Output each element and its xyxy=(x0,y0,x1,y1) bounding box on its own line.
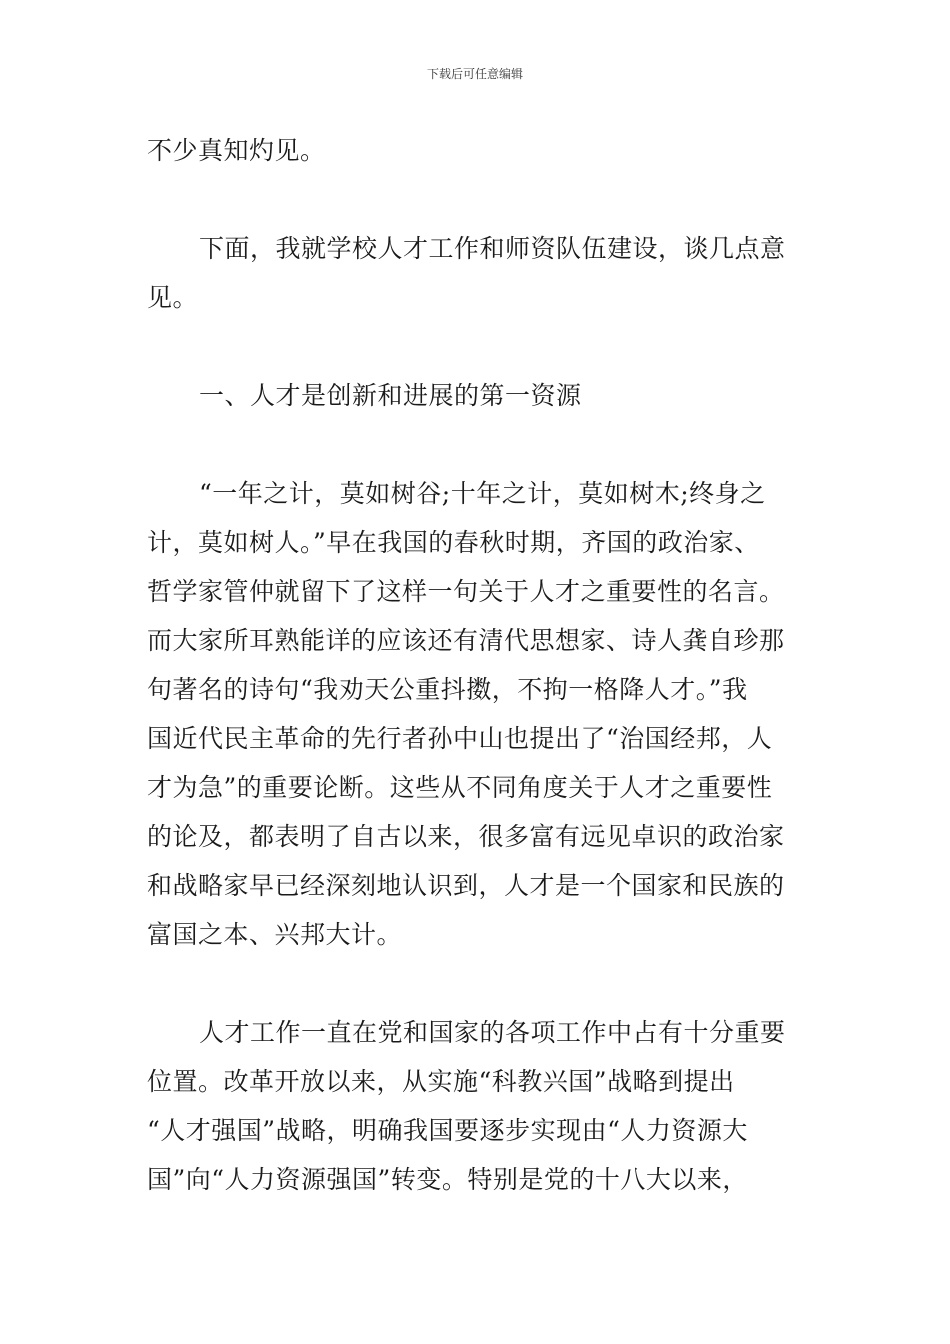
document-body xyxy=(147,126,807,1204)
text-line: 见。 xyxy=(147,283,199,312)
text-line: 国”向“人力资源强国”转变。特别是党的十八大以来， xyxy=(147,1165,748,1194)
text-line: 句著名的诗句“我劝天公重抖擞，不拘一格降人才。”我 xyxy=(147,675,748,704)
text-line: 国近代民主革命的先行者孙中山也提出了“治国经邦，人 xyxy=(147,724,773,753)
paragraph-2 xyxy=(147,224,807,322)
text-line: 而大家所耳熟能详的应该还有清代思想家、诗人龚自珍那 xyxy=(147,626,785,655)
section-heading xyxy=(147,371,807,420)
text-line: 计，莫如树人。”早在我国的春秋时期，齐国的政治家、 xyxy=(147,528,760,557)
text-line: 人才工作一直在党和国家的各项工作中占有十分重要 xyxy=(199,1018,786,1047)
text-line: 哲学家管仲就留下了这样一句关于人才之重要性的名言。 xyxy=(147,577,785,606)
paragraph-gap xyxy=(147,322,807,371)
paragraph-gap xyxy=(147,959,807,1008)
text-line: “人才强国”战略，明确我国要逐步实现由“人力资源大 xyxy=(147,1116,748,1145)
paragraph-gap xyxy=(147,175,807,224)
text-line: 和战略家早已经深刻地认识到，人才是一个国家和民族的 xyxy=(147,871,785,900)
text-line: “一年之计，莫如树谷;十年之计，莫如树木;终身之 xyxy=(199,479,766,508)
text-line: 才为急”的重要论断。这些从不同角度关于人才之重要性 xyxy=(147,773,773,802)
page-header: 下载后可任意编辑 xyxy=(426,67,523,81)
paragraph-1 xyxy=(147,126,807,175)
text-line: 不少真知灼见。 xyxy=(147,136,326,165)
text-line: 位置。改革开放以来，从实施“科教兴国”战略到提出 xyxy=(147,1067,735,1096)
text-line: 一、人才是创新和进展的第一资源 xyxy=(199,381,582,410)
text-line: 富国之本、兴邦大计。 xyxy=(147,920,403,949)
paragraph-gap xyxy=(147,420,807,469)
text-line: 下面，我就学校人才工作和师资队伍建设，谈几点意 xyxy=(199,234,786,263)
paragraph-5 xyxy=(147,1008,807,1204)
paragraph-4 xyxy=(147,469,807,959)
text-line: 的论及，都表明了自古以来，很多富有远见卓识的政治家 xyxy=(147,822,785,851)
